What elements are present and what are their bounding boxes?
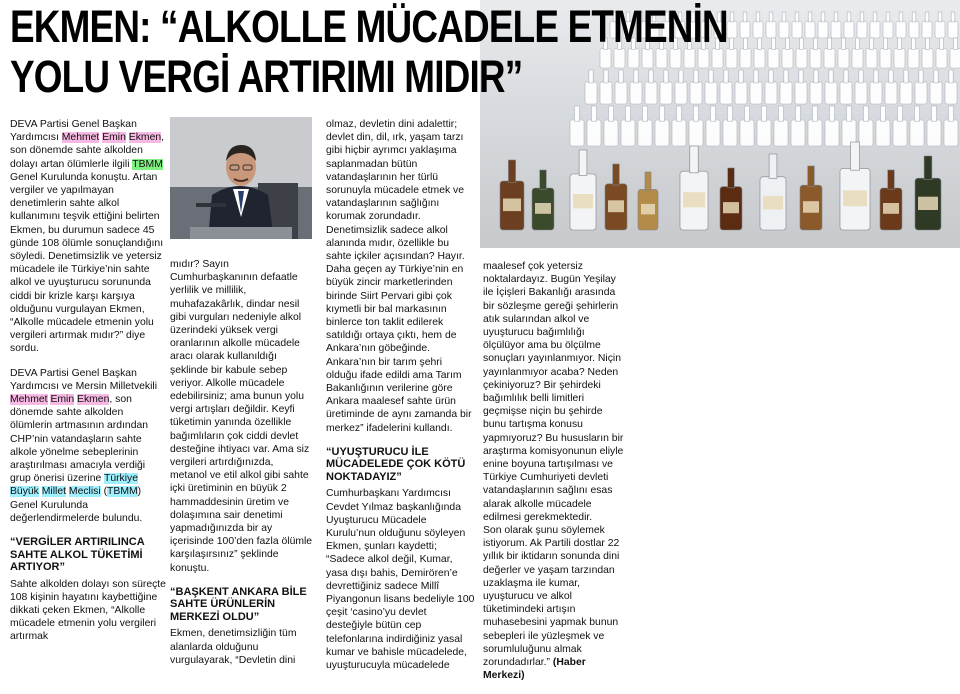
bottle-neck <box>940 38 944 49</box>
bottle-neck <box>808 12 812 22</box>
bottle-neck <box>694 70 698 83</box>
bottle-shape <box>945 82 957 104</box>
bottle-neck <box>784 70 788 83</box>
bottle-shape <box>727 21 737 38</box>
bottle-shape <box>922 49 933 69</box>
col4-paragraph-1: maalesef çok yetersiz noktalardayız. Bugün Yeşilay ile İçişleri Bakanlığı arasında bir sözleşme gereği şehirlerin atık sularından alkol ve uyuşturucu bağımlılığı ölçülüyor ama bu ölçülme sonuçları yayınlanmıyor. Niçin yayınlanmıyor acaba? Neden çekiniyoruz? Bir şehirdeki bağımlılık belli limitleri geçmişse niçin bu şehirde bunu tartışma konusu yapmıyoruz? Bu hususların bir araştırma komisyonunun eliyle enine boyuna tartışılması ve Türkiye Cumhuriyeti devleti vatandaşlarının sağlını esas alarak alkolle mücadele edilmesi gerekmektedir. <box>483 261 624 523</box>
bottle-neck <box>778 106 783 121</box>
bottle-shape <box>621 120 635 146</box>
bottle-neck <box>664 70 668 83</box>
bottle-shape <box>825 120 839 146</box>
bottle-neck <box>925 12 929 22</box>
bottle-neck <box>756 12 760 22</box>
parliament-highlight: Büyük <box>10 486 39 498</box>
col3-paragraph-1: olmaz, devletin dini adalettir; devlet din, dil, ırk, yaşam tarzı gibi hiçbir ayrımcı yaklaşıma saplanmadan bütün vatandaşlarının her türlü sorunuyla mücadele etmek ve vatandaşlarının sağlığını korumak zorundadır. Denetimsizlik sadece alkol alanında mıdır, özellikle bu sahte içkiler açısından? Hayır. Daha geçen ay Türkiye’nin en büyük zincir marketlerinden birinde Siirt Pervari gibi çok kıymetli bir bal markasının binlerce ton taklit edilerek satıldığı ortaya çıktı, hem de Ankara’nın göbeğinde. Ankara’nın bir tarım şehri olduğu ifade edildi ama Tarım Bakanlığının verilerine göre Ankara maalesef sahte ürün üretiminde de aynı zamanda bir merkez” ifadelerini kullandı. <box>326 119 472 434</box>
bottle-shape <box>757 120 771 146</box>
bottle-label <box>641 204 655 214</box>
col3-paragraph-2: Cumhurbaşkanı Yardımcısı Cevdet Yılmaz başkanlığında Uyuşturucu Mücadele Kurulu’nun olduğunu söyleyen Ekmen, şunları kaydetti; “Sadece alkol değil, Kumar, yasa dışı bahis, Demirören’e devrettiğiniz sadece Millî Piyangonun lisans bedeliyle 100 çeşit ‘casino’yu devlet desteğiyle bütün cep telefonlarına indirdiğiniz yasal kumar ve bahisle mücadelede, uyuşturucuyla mücadelede <box>326 488 475 672</box>
bottle-shape <box>720 82 732 104</box>
bottle-shape <box>910 120 924 146</box>
bottle-neck <box>727 106 732 121</box>
tbmm-highlight: TBMM <box>107 486 138 498</box>
bottle-label <box>763 196 783 210</box>
bottle-shape <box>922 21 932 38</box>
bottle-label <box>918 197 938 210</box>
bottle-shape <box>753 21 763 38</box>
bottle-label <box>803 201 819 213</box>
bottle-shape <box>655 120 669 146</box>
bottle-neck <box>744 106 749 121</box>
speaker-photo <box>170 117 312 239</box>
name-highlight: Ekmen <box>128 132 162 144</box>
bottle-neck <box>744 38 748 49</box>
bottle-neck <box>912 38 916 49</box>
bottle-shape <box>604 120 618 146</box>
bottle-neck <box>874 70 878 83</box>
bottle-neck <box>800 38 804 49</box>
col2-paragraph-2: Ekmen, denetimsizliğin tüm alanlarda olduğunu vurgulayarak, “Devletin dini <box>170 628 297 666</box>
front-bottle-neck <box>540 170 547 189</box>
bottle-shape <box>630 82 642 104</box>
bottle-shape <box>808 120 822 146</box>
col1-paragraph-1: DEVA Partisi Genel Başkan Yardımcısı Mehmet Emin Ekmen, son dönemde sahte alkolden dolayı artan ölümlerle ilgili TBMM Genel Kurulunda konuştu. Artan vergiler ve yapılmayan denetimlerin sahte alkol kullanımını teşvik ettiğini belirten Ekmen, bu durumun sadece 45 günde 108 ölümle sonuçlandığını söyledi. Denetimsizlik ve yetersiz mücadele ile Türkiye’nin sahte alkol ve uyuşturucu sorununda ciddi bir krizle karşı karşıya olduğunu vurgulayan Ekmen, “Alkolle mücadele etmenin yolu vergileri artırmak mıdır?” diye sordu. <box>10 119 165 355</box>
bottle-shape <box>689 120 703 146</box>
bottle-neck <box>912 12 916 22</box>
bottle-neck <box>676 106 681 121</box>
bottle-shape <box>870 82 882 104</box>
front-bottle-neck <box>808 166 815 186</box>
bottle-shape <box>600 82 612 104</box>
source-credit: (Haber Merkezi) <box>483 657 586 682</box>
bottle-neck <box>634 70 638 83</box>
bottle-neck <box>625 106 630 121</box>
bottle-neck <box>863 106 868 121</box>
bottle-shape <box>810 82 822 104</box>
bottle-neck <box>904 70 908 83</box>
bottle-shape <box>844 21 854 38</box>
bottle-neck <box>938 12 942 22</box>
bottle-neck <box>659 106 664 121</box>
bottle-shape <box>774 120 788 146</box>
bottle-shape <box>950 49 960 69</box>
bottle-shape <box>675 82 687 104</box>
bottle-shape <box>660 82 672 104</box>
bottle-neck <box>828 38 832 49</box>
bottle-shape <box>935 21 945 38</box>
bottle-neck <box>772 38 776 49</box>
bottle-neck <box>814 70 818 83</box>
bottle-neck <box>914 106 919 121</box>
bottle-neck <box>884 38 888 49</box>
bottle-neck <box>880 106 885 121</box>
bottle-shape <box>672 120 686 146</box>
bottle-shape <box>824 49 835 69</box>
column-3 <box>326 118 476 683</box>
bottle-neck <box>931 106 936 121</box>
front-bottle-neck <box>690 146 698 173</box>
bottle-neck <box>889 70 893 83</box>
bottle-shape <box>894 49 905 69</box>
front-bottle-neck <box>508 160 515 182</box>
bottle-neck <box>829 106 834 121</box>
bottle-neck <box>821 12 825 22</box>
bottle-shape <box>805 21 815 38</box>
bottle-shape <box>908 49 919 69</box>
bottle-shape <box>792 21 802 38</box>
bottle-shape <box>900 82 912 104</box>
bottle-shape <box>645 82 657 104</box>
bottle-neck <box>642 106 647 121</box>
bottle-shape <box>740 21 750 38</box>
name-highlight: Mehmet <box>10 394 48 406</box>
bottle-shape <box>796 49 807 69</box>
bottle-shape <box>795 82 807 104</box>
bottle-shape <box>766 21 776 38</box>
bottle-neck <box>899 12 903 22</box>
bottle-shape <box>768 49 779 69</box>
bottle-shape <box>780 82 792 104</box>
bottle-neck <box>951 12 955 22</box>
bottle-shape <box>930 82 942 104</box>
front-bottle-neck <box>888 170 895 189</box>
bottle-shape <box>570 120 584 146</box>
front-bottle-neck <box>769 154 777 178</box>
bottle-shape <box>866 49 877 69</box>
bottle-shape <box>909 21 919 38</box>
bottle-neck <box>710 106 715 121</box>
column-4 <box>483 260 625 694</box>
bottle-neck <box>954 38 958 49</box>
bottle-shape <box>936 49 947 69</box>
bottle-label <box>535 203 551 214</box>
bottle-shape <box>705 82 717 104</box>
bottle-shape <box>870 21 880 38</box>
bottle-label <box>883 203 899 214</box>
bottle-shape <box>885 82 897 104</box>
bottle-neck <box>730 38 734 49</box>
bottle-label <box>573 194 593 208</box>
name-highlight: Emin <box>102 132 126 144</box>
bottle-shape <box>944 120 958 146</box>
bottle-shape <box>825 82 837 104</box>
bottle-neck <box>730 12 734 22</box>
bottle-shape <box>876 120 890 146</box>
bottle-neck <box>834 12 838 22</box>
col1-paragraph-3: Sahte alkolden dolayı son süreçte 108 kişinin hayatını kaybettiğine dikkati çeken Ekmen, “Alkolle mücadele etmenin yolu vergileri artırmak <box>10 578 166 643</box>
bottle-shape <box>638 120 652 146</box>
bottle-neck <box>709 70 713 83</box>
bottle-neck <box>812 106 817 121</box>
bottle-shape <box>782 49 793 69</box>
bottle-neck <box>926 38 930 49</box>
bottle-shape <box>779 21 789 38</box>
front-bottle-neck <box>851 142 860 170</box>
bottle-neck <box>842 38 846 49</box>
bottle-neck <box>860 12 864 22</box>
bottle-neck <box>679 70 683 83</box>
col4-paragraph-2: Son olarak şunu söylemek istiyorum. Ak Partili dostlar 22 yıllık bir iktidarın sonunda dini değerler ve yaşam tarzından uzaklaşma ile kumar, uyuşturucu ve alkol tüketimindeki artışın muhasebesini yapmak bunun sebepleri ile yüzleşmek ve sorumluluğunu almak zorundadırlar.” (Haber Merkezi) <box>483 525 620 682</box>
bottle-neck <box>897 106 902 121</box>
bottle-shape <box>706 120 720 146</box>
bottle-neck <box>591 106 596 121</box>
bottle-neck <box>870 38 874 49</box>
bottle-neck <box>799 70 803 83</box>
bottle-label <box>608 200 624 212</box>
bottle-neck <box>919 70 923 83</box>
bottle-neck <box>859 70 863 83</box>
parliament-highlight: Türkiye <box>103 473 139 485</box>
bottle-shape <box>859 120 873 146</box>
bottle-shape <box>723 120 737 146</box>
parliament-highlight: Millet <box>41 486 67 498</box>
bottle-neck <box>898 38 902 49</box>
bottle-shape <box>754 49 765 69</box>
bottle-neck <box>786 38 790 49</box>
bottle-neck <box>649 70 653 83</box>
name-highlight: Emin <box>50 394 75 406</box>
bottle-neck <box>604 70 608 83</box>
bottle-neck <box>761 106 766 121</box>
bottle-shape <box>818 21 828 38</box>
bottle-shape <box>740 120 754 146</box>
bottle-shape <box>948 21 958 38</box>
bottle-neck <box>829 70 833 83</box>
bottle-neck <box>856 38 860 49</box>
bottle-shape <box>838 49 849 69</box>
bottle-neck <box>754 70 758 83</box>
bottle-shape <box>893 120 907 146</box>
column-1 <box>10 118 167 655</box>
bottle-shape <box>791 120 805 146</box>
bottle-shape <box>840 82 852 104</box>
front-bottle-neck <box>579 150 587 176</box>
headline-line-1: EKMEN: “ALKOLLE MÜCADELE ETMENİN <box>10 1 728 52</box>
bottle-neck <box>693 106 698 121</box>
bottle-shape <box>615 82 627 104</box>
bottle-neck <box>758 38 762 49</box>
col2-subheading: “BAŞKENT ANKARA BİLE SAHTE ÜRÜNLERİN MERKEZİ OLDU” <box>170 585 307 623</box>
bottle-shape <box>927 120 941 146</box>
col2-paragraph-1: mıdır? Sayın Cumhurbaşkanının defaatle yerlilik ve millilik, muhafazakârlık, dindar nesil gibi vurguları nedeniyle alkol üzerindeki yüksek vergi oranlarının alkolle mücadele aracı olarak kullanıldığı şeklinde bir kabule sebep veriyor. Alkolle mücadele edebilirsiniz; ama bunun yolu vergi artışları değildir. Keyfi tüketimin yanında özellikle bağımlıların çok ciddi devlet desteğine ihtiyacı var. Ama siz vergileri artırdığınızda, metanol ve etil alkol gibi sahte içki üretiminin en büyük 2 hammaddesinin üretim ve dolaşımına sair denetimi yapmadığınızda bir ay içerisinde 100’den fazla ölümle karşılaşırsınız” şeklinde konuştu. <box>170 259 313 574</box>
bottle-neck <box>782 12 786 22</box>
front-bottle-neck <box>728 168 735 188</box>
bottle-shape <box>831 21 841 38</box>
col3-subheading: “UYUŞTURUCU İLE MÜCADELEDE ÇOK KÖTÜ NOKTADAYIZ” <box>326 445 466 483</box>
front-bottle-neck <box>645 172 651 191</box>
bottle-shape <box>735 82 747 104</box>
bottle-neck <box>844 70 848 83</box>
bottle-neck <box>795 106 800 121</box>
bottle-neck <box>934 70 938 83</box>
bottle-shape <box>740 49 751 69</box>
bottle-neck <box>724 70 728 83</box>
bottle-neck <box>739 70 743 83</box>
bottle-shape <box>880 49 891 69</box>
bottle-label <box>843 190 867 206</box>
bottle-shape <box>810 49 821 69</box>
bottle-neck <box>619 70 623 83</box>
speaker-illustration <box>170 117 312 239</box>
bottle-shape <box>896 21 906 38</box>
bottle-shape <box>585 82 597 104</box>
front-bottle-neck <box>924 156 932 180</box>
headline-line-2: YOLU VERGİ ARTIRIMI MIDIR” <box>10 51 523 102</box>
bottle-shape <box>587 120 601 146</box>
front-bottle-neck <box>613 164 620 185</box>
bottle-shape <box>915 82 927 104</box>
bottle-neck <box>846 106 851 121</box>
bottle-shape <box>855 82 867 104</box>
col1-subheading: “VERGİLER ARTIRILINCA SAHTE ALKOL TÜKETİMİ ARTIYOR” <box>10 536 145 574</box>
bottle-shape <box>690 82 702 104</box>
bottle-neck <box>743 12 747 22</box>
bottle-shape <box>750 82 762 104</box>
tbmm-highlight: TBMM <box>132 158 163 170</box>
bottle-shape <box>883 21 893 38</box>
bottle-neck <box>814 38 818 49</box>
bottle-label <box>683 192 705 207</box>
bottle-neck <box>589 70 593 83</box>
bottle-neck <box>574 106 579 121</box>
bottle-neck <box>847 12 851 22</box>
parliament-highlight: Meclisi <box>68 486 101 498</box>
bottle-neck <box>948 106 953 121</box>
bottle-neck <box>608 106 613 121</box>
bottle-neck <box>873 12 877 22</box>
bottle-neck <box>886 12 890 22</box>
bottle-shape <box>852 49 863 69</box>
bottle-shape <box>765 82 777 104</box>
bottle-shape <box>857 21 867 38</box>
headline <box>10 1 728 102</box>
bottle-neck <box>795 12 799 22</box>
bottle-neck <box>769 70 773 83</box>
bottle-neck <box>769 12 773 22</box>
bottle-label <box>503 199 521 212</box>
bottle-label <box>723 202 739 213</box>
name-highlight: Ekmen <box>77 394 110 406</box>
name-highlight: Mehmet <box>61 132 100 144</box>
bottle-neck <box>949 70 953 83</box>
col1-paragraph-2: DEVA Partisi Genel Başkan Yardımcısı ve Mersin Milletvekili Mehmet Emin Ekmen, son dönemde sahte alkolden ölümlerin artmasının ardından CHP’nin vatandaşların sahte alkole yönelme sebeplerinin araştırılması amacıyla verdiği grup önerisi üzerine Türkiye Büyük Millet Meclisi (TBMM) Genel Kurulunda değerlendirmelerde bulundu. <box>10 367 158 524</box>
